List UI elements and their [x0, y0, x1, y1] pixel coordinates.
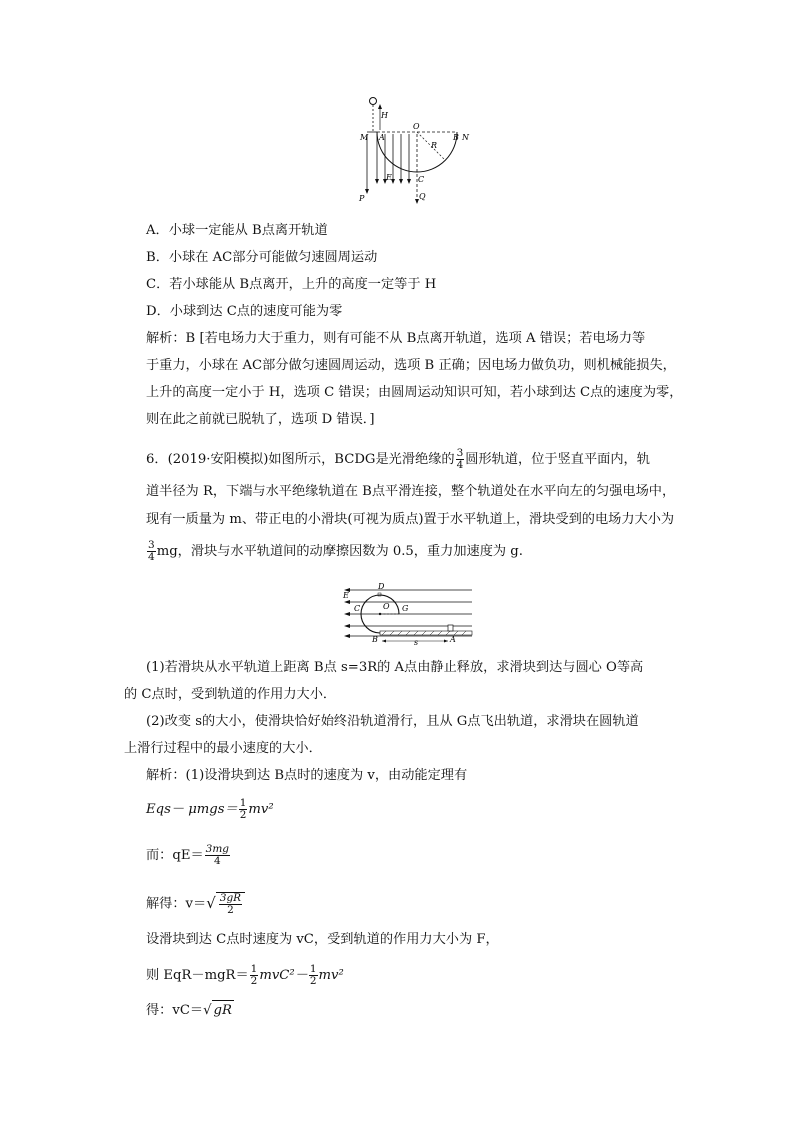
label-D: D — [378, 582, 385, 591]
analysis-line-2: 于重力，小球在 AC部分做匀速圆周运动，选项 B 正确；因电场力做负功，则机械能损失， — [146, 358, 676, 373]
label-C: C — [418, 175, 425, 184]
q6-stem-l1b: 圆形轨道，位于竖直平面内，轨 — [465, 452, 650, 467]
label-A: A — [379, 133, 385, 142]
label-E: E — [386, 173, 392, 182]
fraction-3-4: $\frac{3}{4}$ — [148, 539, 155, 563]
solution-line-5: 设滑块到达 C点时速度为 vC，受到轨道的作用力大小为 F， — [146, 932, 499, 947]
label-B: B — [453, 133, 459, 142]
label-M: M — [360, 133, 369, 142]
label-P: P — [359, 194, 365, 203]
label-R: R — [431, 141, 438, 150]
analysis-line-3: 上升的高度一定小于 H，选项 C 错误；由圆周运动知识可知，若小球到达 C点的速度为零， — [146, 385, 683, 400]
q6-stem-l4b: mg，滑块与水平轨道间的动摩擦因数为 0.5，重力加速度为 g. — [156, 544, 523, 559]
slider-block — [448, 625, 453, 631]
q6-stem-line-2: 道半径为 R，下端与水平绝缘轨道在 B点平滑连接，整个轨道处在水平向左的匀强电场中， — [146, 484, 676, 499]
part1-line-2: 的 C点时，受到轨道的作用力大小． — [124, 687, 337, 702]
fraction-three-quarters: $\frac{3}{4}$ — [456, 447, 464, 471]
option-c: C．若小球能从 B点离开，上升的高度一定等于 H — [146, 277, 437, 292]
label-s: s — [414, 638, 419, 646]
q6-stem-line-3: 现有一质量为 m、带正电的小滑块(可视为质点)置于水平轨道上，滑块受到的电场力大小为 — [146, 512, 675, 527]
solution-line-1: 解析：(1)设滑块到达 B点时的速度为 v，由动能定理有 — [146, 768, 468, 783]
q6-stem-line-1 — [146, 448, 650, 471]
label-H: H — [381, 111, 388, 120]
part2-line-1: (2)改变 s的大小，使滑块恰好始终沿轨道滑行，且从 G点飞出轨道，求滑块在圆轨道 — [146, 714, 639, 729]
q6-stem-l1a: 6．(2019·安阳模拟)如图所示，BCDG是光滑绝缘的 — [146, 452, 455, 467]
analysis-line-4: 则在此之前就已脱轨了，选项 D 错误．] — [146, 412, 375, 427]
label-B2: B — [372, 635, 378, 644]
label-N: N — [462, 133, 469, 142]
equation-2: 而：qE＝ $\frac{3mg}{4}$ — [146, 843, 229, 867]
equation-4: 则 EqR－mgR＝ $\frac{1}{2}$ mvC²－ $\frac{1}{2}$ mv² — [146, 963, 344, 987]
part2-line-2: 上滑行过程中的最小速度的大小． — [124, 741, 322, 756]
part1-line-1: (1)若滑块从水平轨道上距离 B点 s=3R的 A点由静止释放，求滑块到达与圆心 O等高 — [146, 660, 644, 675]
option-d: D．小球到达 C点的速度可能为零 — [146, 304, 343, 319]
label-A2: A — [450, 635, 456, 644]
equation-5: 得：vC＝√ gR — [146, 1000, 234, 1021]
label-E2: E — [343, 591, 349, 600]
label-G: G — [402, 604, 409, 613]
option-a: A．小球一定能从 B点离开轨道 — [146, 223, 328, 238]
figure-ball-track — [345, 94, 475, 206]
label-O2: O — [383, 602, 390, 611]
ball — [370, 98, 377, 105]
analysis-line-1: 解析：B [若电场力大于重力，则有可能不从 B点离开轨道，选项 A 错误；若电场力等 — [146, 331, 646, 346]
label-O: O — [413, 122, 420, 131]
q6-stem-line-4 — [146, 540, 523, 563]
equation-1: Eqs－ μmgs＝ $\frac{1}{2}$ mv² — [146, 797, 274, 821]
option-b: B．小球在 AC部分可能做匀速圆周运动 — [146, 250, 378, 265]
equation-3: 解得：v＝√ $\frac{3gR}{2}$ — [146, 892, 245, 916]
label-Q: Q — [419, 192, 426, 201]
figure-circular-track — [340, 578, 476, 646]
label-C2: C — [354, 604, 361, 613]
